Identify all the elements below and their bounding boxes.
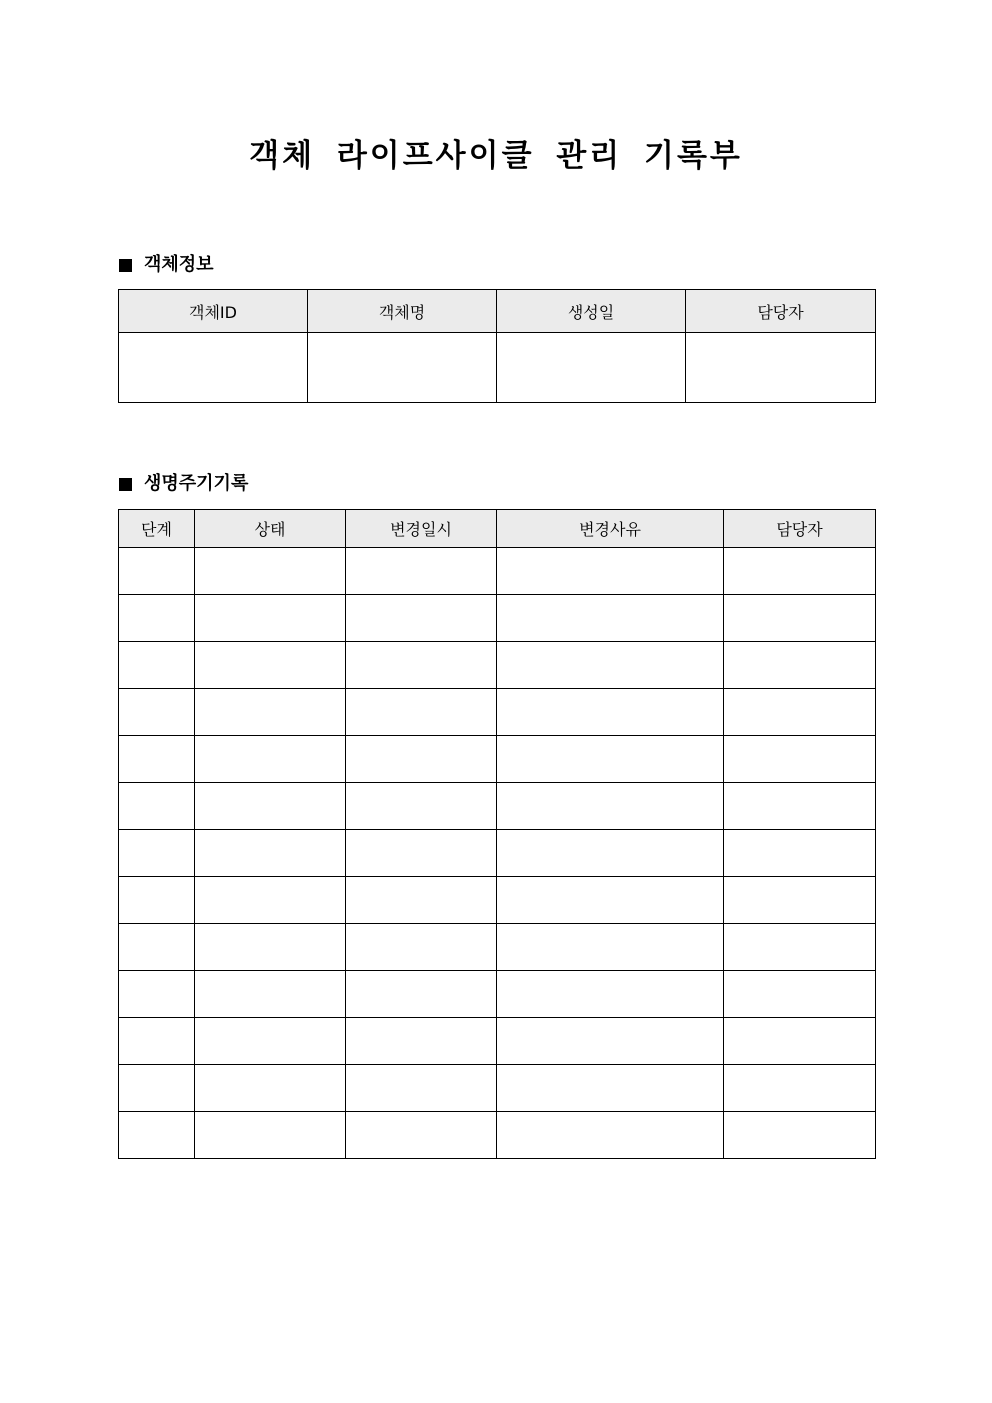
table-cell[interactable] (346, 642, 497, 689)
table-cell[interactable] (195, 1018, 346, 1065)
table-cell[interactable] (497, 971, 724, 1018)
table-row (119, 595, 876, 642)
table-cell[interactable] (195, 548, 346, 595)
table-row (119, 333, 876, 403)
table-row (119, 1018, 876, 1065)
column-header-created-date: 생성일 (497, 290, 686, 333)
table-row (119, 642, 876, 689)
table-cell[interactable] (497, 1018, 724, 1065)
table-row (119, 736, 876, 783)
lifecycle-log-table (118, 509, 876, 1159)
table-row (119, 548, 876, 595)
table-cell[interactable] (119, 642, 195, 689)
table-cell[interactable] (497, 642, 724, 689)
table-row (119, 1065, 876, 1112)
table-cell[interactable] (497, 783, 724, 830)
table-cell[interactable] (497, 924, 724, 971)
table-cell[interactable] (119, 830, 195, 877)
table-cell[interactable] (119, 1065, 195, 1112)
table-cell[interactable] (195, 1065, 346, 1112)
table-cell[interactable] (346, 736, 497, 783)
table-cell[interactable] (195, 642, 346, 689)
column-header-status: 상태 (195, 510, 346, 548)
table-cell[interactable] (195, 783, 346, 830)
column-header-stage: 단계 (119, 510, 195, 548)
table-cell[interactable] (346, 877, 497, 924)
table-cell[interactable] (195, 736, 346, 783)
table-row (119, 783, 876, 830)
table-cell[interactable] (497, 333, 686, 403)
table-cell[interactable] (497, 736, 724, 783)
table-cell[interactable] (346, 830, 497, 877)
table-cell[interactable] (346, 1112, 497, 1159)
table-cell[interactable] (119, 595, 195, 642)
square-bullet-icon (119, 259, 132, 272)
table-cell[interactable] (497, 548, 724, 595)
table-row (119, 689, 876, 736)
table-cell[interactable] (724, 595, 876, 642)
column-header-changed-at: 변경일시 (346, 510, 497, 548)
table-cell[interactable] (119, 971, 195, 1018)
table-cell[interactable] (686, 333, 876, 403)
table-cell[interactable] (119, 333, 308, 403)
object-info-heading (119, 253, 214, 277)
table-cell[interactable] (497, 689, 724, 736)
table-cell[interactable] (724, 971, 876, 1018)
table-cell[interactable] (119, 1112, 195, 1159)
table-cell[interactable] (119, 548, 195, 595)
table-cell[interactable] (119, 689, 195, 736)
table-cell[interactable] (195, 971, 346, 1018)
table-cell[interactable] (195, 1112, 346, 1159)
column-header-object-id: 객체ID (119, 290, 308, 333)
table-cell[interactable] (346, 924, 497, 971)
column-header-manager: 담당자 (724, 510, 876, 548)
lifecycle-log-heading-label: 생명주기기록 (144, 473, 249, 494)
table-cell[interactable] (308, 333, 497, 403)
table-cell[interactable] (724, 783, 876, 830)
table-cell[interactable] (195, 595, 346, 642)
table-cell[interactable] (195, 830, 346, 877)
table-cell[interactable] (346, 548, 497, 595)
table-cell[interactable] (724, 689, 876, 736)
table-row (119, 830, 876, 877)
table-cell[interactable] (346, 689, 497, 736)
table-cell[interactable] (724, 1065, 876, 1112)
table-cell[interactable] (497, 877, 724, 924)
table-cell[interactable] (497, 1112, 724, 1159)
table-cell[interactable] (195, 689, 346, 736)
page-title: 객체 라이프사이클 관리 기록부 (249, 138, 743, 174)
column-header-change-reason: 변경사유 (497, 510, 724, 548)
lifecycle-log-heading (119, 472, 248, 496)
table-cell[interactable] (724, 924, 876, 971)
table-cell[interactable] (724, 642, 876, 689)
table-row (119, 971, 876, 1018)
table-cell[interactable] (724, 1112, 876, 1159)
table-cell[interactable] (119, 783, 195, 830)
table-row (119, 924, 876, 971)
object-info-table (118, 289, 876, 403)
square-bullet-icon (119, 478, 132, 491)
table-cell[interactable] (119, 924, 195, 971)
table-cell[interactable] (346, 783, 497, 830)
table-cell[interactable] (497, 1065, 724, 1112)
table-cell[interactable] (724, 1018, 876, 1065)
table-cell[interactable] (119, 1018, 195, 1065)
table-cell[interactable] (724, 830, 876, 877)
table-cell[interactable] (119, 736, 195, 783)
table-cell[interactable] (724, 877, 876, 924)
object-info-heading-label: 객체정보 (144, 254, 214, 275)
column-header-manager: 담당자 (686, 290, 876, 333)
table-cell[interactable] (724, 736, 876, 783)
lifecycle-header-row (119, 510, 876, 548)
table-cell[interactable] (346, 595, 497, 642)
table-cell[interactable] (346, 1065, 497, 1112)
table-cell[interactable] (724, 548, 876, 595)
table-cell[interactable] (119, 877, 195, 924)
table-cell[interactable] (195, 877, 346, 924)
table-row (119, 1112, 876, 1159)
table-cell[interactable] (195, 924, 346, 971)
table-cell[interactable] (346, 1018, 497, 1065)
table-cell[interactable] (497, 595, 724, 642)
object-info-header-row (119, 290, 876, 333)
column-header-object-name: 객체명 (308, 290, 497, 333)
table-row (119, 877, 876, 924)
table-cell[interactable] (346, 971, 497, 1018)
table-cell[interactable] (497, 830, 724, 877)
